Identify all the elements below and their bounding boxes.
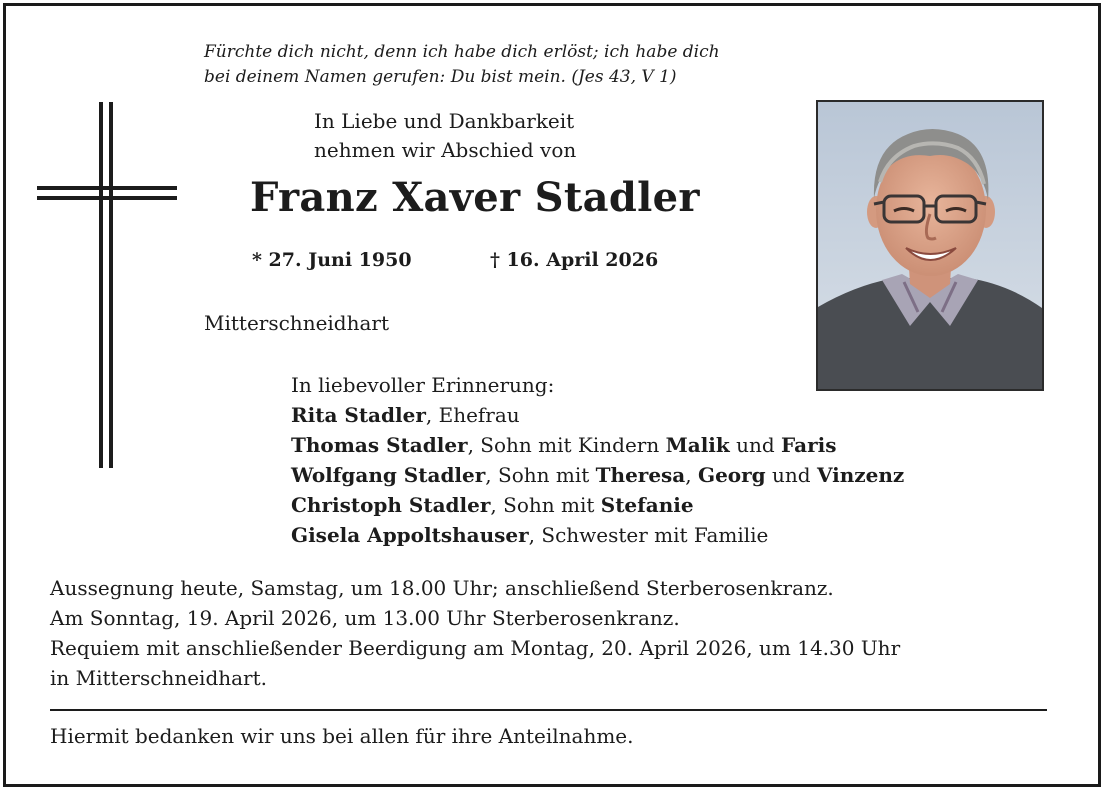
family-member-name: Gisela Appoltshauser xyxy=(291,523,529,547)
cross-icon xyxy=(37,102,177,468)
family-member-name: Thomas Stadler xyxy=(291,433,468,457)
grandchild-name: Malik xyxy=(665,433,730,457)
family-member-name: Rita Stadler xyxy=(291,403,426,427)
family-relation: , Sohn mit Kindern xyxy=(467,433,666,457)
relative-name: Stefanie xyxy=(600,493,694,517)
service-line: Aussegnung heute, Samstag, um 18.00 Uhr; anschließend Sterberosenkranz. xyxy=(50,576,834,600)
bible-verse xyxy=(204,40,720,90)
list-item xyxy=(291,520,904,550)
separator: , xyxy=(685,463,698,487)
service-line: Requiem mit anschließender Beerdigung am Montag, 20. April 2026, um 14.30 Uhr xyxy=(50,636,901,660)
list-item xyxy=(291,430,904,460)
intro-text xyxy=(314,107,576,165)
list-item xyxy=(291,400,904,430)
thanks-text: Hiermit bedanken wir uns bei allen für ihre Anteilnahme. xyxy=(50,724,634,748)
service-info xyxy=(50,573,900,693)
relative-name: Vinzenz xyxy=(816,463,905,487)
service-line: Am Sonntag, 19. April 2026, um 13.00 Uhr Sterberosenkranz. xyxy=(50,606,680,630)
family-list xyxy=(291,370,904,550)
family-relation: , Ehefrau xyxy=(425,403,520,427)
divider xyxy=(50,709,1047,711)
service-line: in Mitterschneidhart. xyxy=(50,666,268,690)
birth-date: * 27. Juni 1950 xyxy=(252,249,412,271)
family-member-name: Christoph Stadler xyxy=(291,493,491,517)
relative-name: Theresa xyxy=(595,463,686,487)
grandchild-name: Faris xyxy=(781,433,837,457)
conjunction: und xyxy=(729,433,782,457)
family-heading: In liebevoller Erinnerung: xyxy=(291,373,555,397)
family-relation: , Sohn mit xyxy=(485,463,596,487)
list-item xyxy=(291,490,904,520)
obituary-card xyxy=(3,3,1101,787)
death-date: † 16. April 2026 xyxy=(490,249,659,271)
intro-line: nehmen wir Abschied von xyxy=(314,138,577,162)
conjunction: und xyxy=(765,463,817,487)
deceased-name: Franz Xaver Stadler xyxy=(250,174,700,221)
family-relation: , Sohn mit xyxy=(490,493,601,517)
family-relation: , Schwester mit Familie xyxy=(528,523,769,547)
list-item xyxy=(291,460,904,490)
family-member-name: Wolfgang Stadler xyxy=(291,463,486,487)
verse-line: Fürchte dich nicht, denn ich habe dich erlöst; ich habe dich xyxy=(204,42,720,62)
intro-line: In Liebe und Dankbarkeit xyxy=(314,109,575,133)
portrait-photo xyxy=(816,100,1044,391)
residence-place: Mitterschneidhart xyxy=(204,311,390,335)
relative-name: Georg xyxy=(698,463,766,487)
verse-line: bei deinem Namen gerufen: Du bist mein. (Jes 43, V 1) xyxy=(204,67,677,87)
